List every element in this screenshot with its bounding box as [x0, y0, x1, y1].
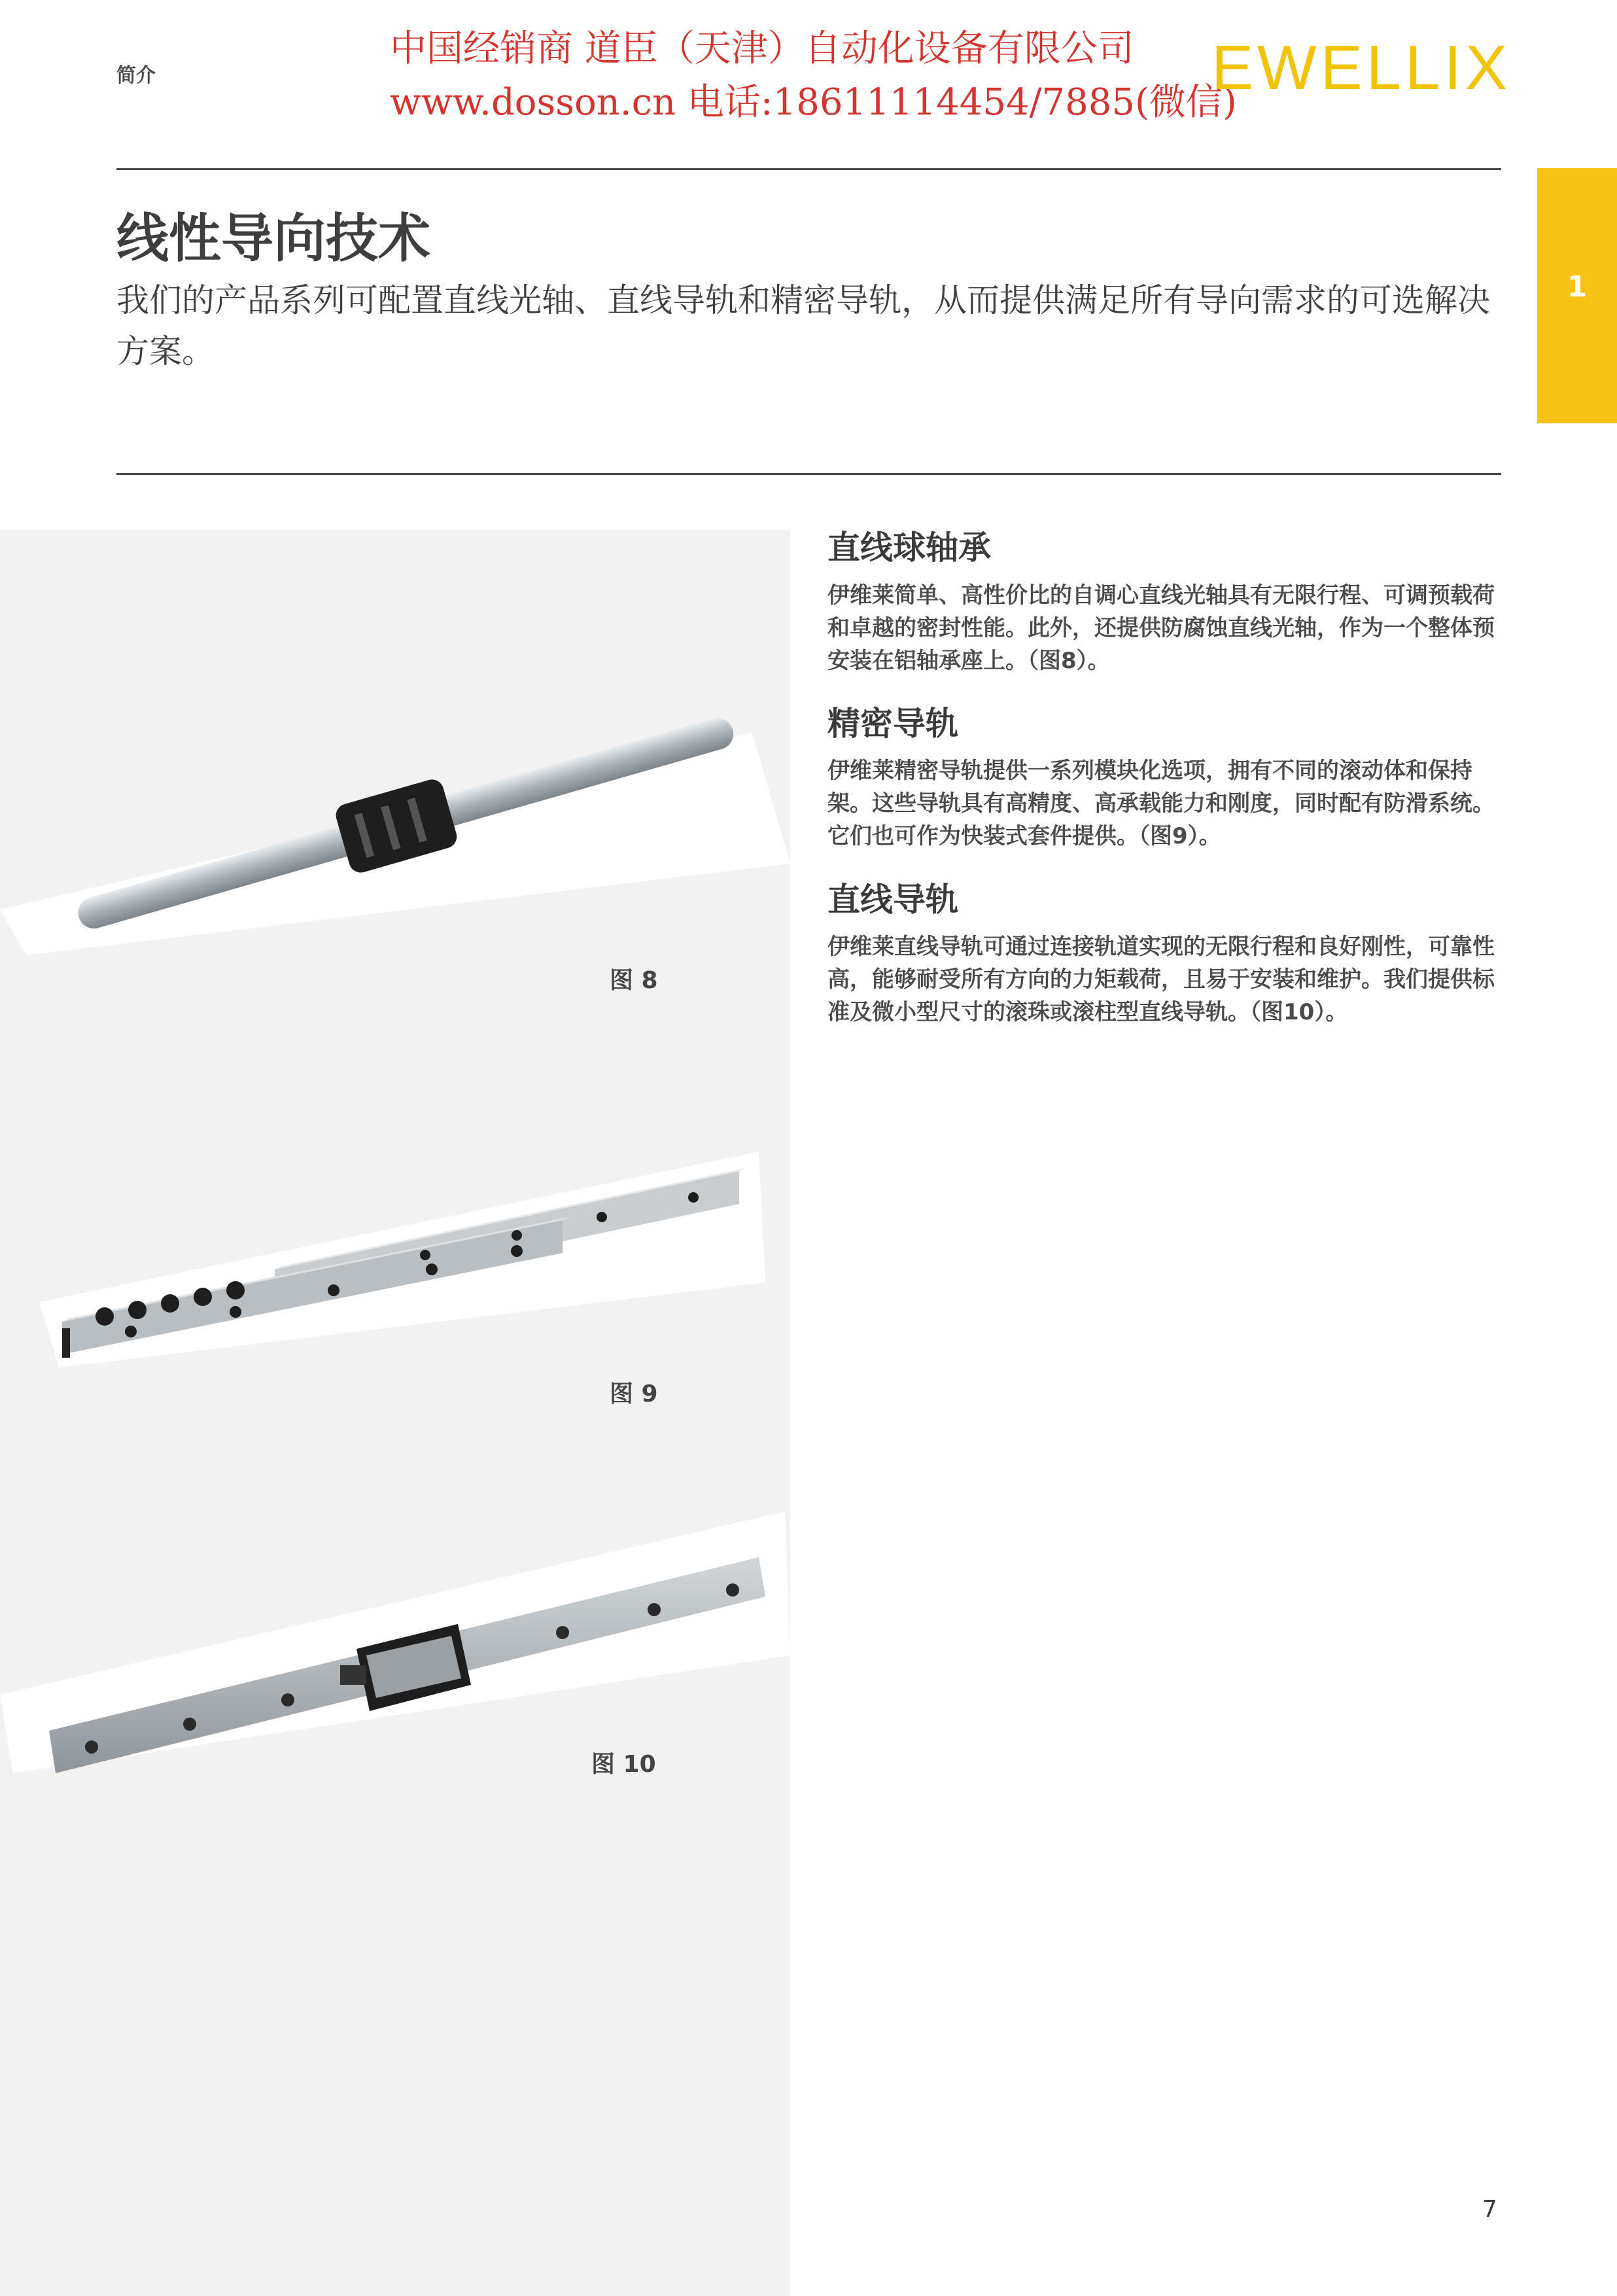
- heading-linear-ball-bearing: 直线球轴承: [827, 529, 991, 567]
- header-rule: [116, 168, 1501, 170]
- intro-text: 我们的产品系列可配置直线光轴、直线导轨和精密导轨，从而提供满足所有导向需求的可选解决方案。: [116, 281, 1490, 370]
- section-rule: [116, 473, 1501, 475]
- paragraph-linear-ball-bearing: 伊维莱简单、高性价比的自调心直线光轴具有无限行程、可调预载荷和卓越的密封性能。此外，还提供防腐蚀直线光轴，作为一个整体预安装在铝轴承座上。（图8）。: [827, 582, 1495, 674]
- paragraph-precision-rail: 伊维莱精密导轨提供一系列模块化选项，拥有不同的滚动体和保持架。这些导轨具有高精度、高承载能力和刚度，同时配有防滑系统。它们也可作为快装式套件提供。（图9）。: [827, 758, 1495, 849]
- linear-shaft-with-bearing-icon: [0, 694, 790, 955]
- section-label: 简介: [116, 64, 156, 87]
- figure-panel: [0, 530, 790, 2296]
- ewellix-logo: EWELLIX: [1211, 33, 1512, 103]
- page-title: 线性导向技术: [116, 208, 430, 269]
- profile-rail-with-carriage-icon: [0, 1498, 790, 1773]
- heading-precision-rail: 精密导轨: [827, 705, 958, 743]
- heading-profile-rail: 直线导轨: [827, 881, 958, 919]
- chapter-number: 1: [1567, 270, 1588, 304]
- dealer-contact: www.dosson.cn 电话:18611114454/7885(微信): [390, 81, 1237, 124]
- figure-8-label: 图 8: [610, 967, 658, 994]
- paragraph-profile-rail: 伊维莱直线导轨可通过连接轨道实现的无限行程和良好刚性，可靠性高，能够耐受所有方向的力矩载荷，且易于安装和维护。我们提供标准及微小型尺寸的滚珠或滚柱型直线导轨。（图10）。: [827, 934, 1495, 1025]
- precision-rail-with-rollers-icon: [0, 1132, 790, 1368]
- page-number: 7: [1482, 2196, 1497, 2223]
- dealer-name: 中国经销商 道臣（天津）自动化设备有限公司: [390, 27, 1134, 70]
- chapter-tab: [1537, 168, 1617, 423]
- figure-9-label: 图 9: [610, 1381, 658, 1407]
- figure-10-label: 图 10: [591, 1751, 656, 1778]
